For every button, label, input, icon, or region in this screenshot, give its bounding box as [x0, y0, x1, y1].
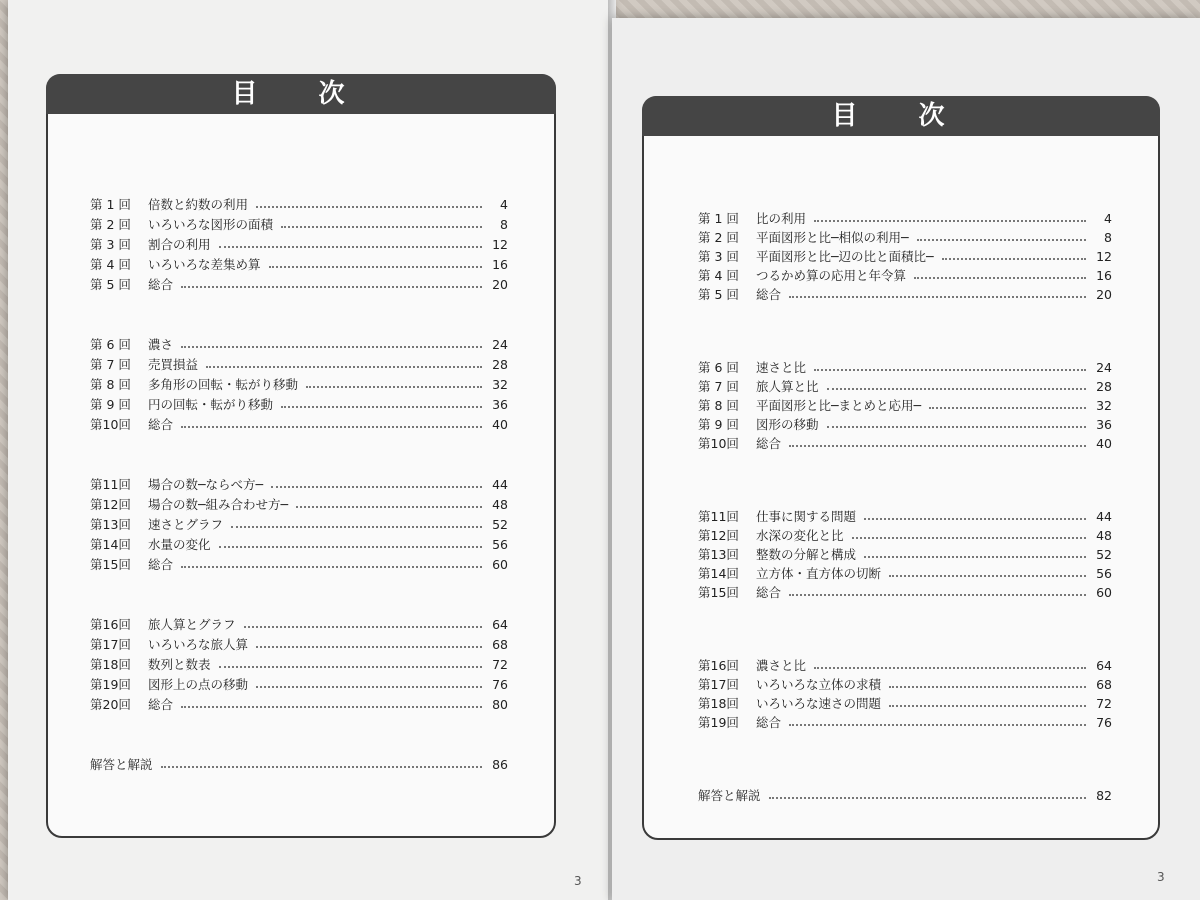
- toc-entry-page: 72: [492, 656, 508, 672]
- toc-entry-number: 第17回: [698, 677, 739, 692]
- toc-entry-title: 濃さと比: [756, 658, 807, 673]
- toc-entry-page: 20: [1096, 286, 1112, 302]
- toc-entry-title: いろいろな差集め算: [148, 257, 261, 272]
- toc-entry-number: 第17回: [90, 637, 131, 652]
- toc-entry-page: 36: [1096, 416, 1112, 432]
- toc-entry-title: 比の利用: [756, 211, 807, 226]
- toc-entry-number: 第 6 回: [90, 337, 131, 352]
- toc-entry-title: 仕事に関する問題: [756, 509, 857, 524]
- toc-entry: [90, 494, 508, 514]
- toc-entry: [698, 395, 1112, 415]
- toc-entry-title: 濃さ: [148, 337, 174, 352]
- toc-entry-number: 第10回: [90, 417, 131, 432]
- toc-entry-number: 第19回: [698, 715, 739, 730]
- right-toc-title: 目 次: [642, 96, 1160, 136]
- toc-entry-leader: [942, 258, 1086, 260]
- toc-entry-leader: [917, 239, 1086, 241]
- toc-entry-leader: [827, 388, 1086, 390]
- toc-entry-title: 速さと比: [756, 360, 807, 375]
- toc-entry-leader: [814, 369, 1086, 371]
- toc-entry-number: 第20回: [90, 697, 131, 712]
- toc-entry-leader: [256, 646, 482, 648]
- toc-entry-page: 68: [492, 636, 508, 652]
- toc-entry-page: 44: [1096, 508, 1112, 524]
- toc-entry: [90, 694, 508, 714]
- left-page-number: 3: [574, 874, 582, 888]
- toc-entry-page: 60: [492, 556, 508, 572]
- toc-entry-title: 総合: [148, 697, 174, 712]
- toc-entry-page: 64: [492, 616, 508, 632]
- toc-entry-page: 4: [1104, 210, 1112, 226]
- toc-entry-page: 76: [492, 676, 508, 692]
- toc-entry-number: 第12回: [90, 497, 131, 512]
- toc-entry: [698, 376, 1112, 396]
- toc-entry: [90, 394, 508, 414]
- toc-entry-page: 68: [1096, 676, 1112, 692]
- toc-entry-leader: [864, 518, 1086, 520]
- toc-entry-number: 第 1 回: [90, 197, 131, 212]
- toc-entry-number: 第 2 回: [698, 230, 739, 245]
- toc-entry-number: 第 4 回: [90, 257, 131, 272]
- toc-entry-page: 72: [1096, 695, 1112, 711]
- toc-entry-number: 第 5 回: [90, 277, 131, 292]
- toc-entry-number: 第 2 回: [90, 217, 131, 232]
- toc-entry-leader: [789, 445, 1086, 447]
- toc-entry-number: 第 3 回: [698, 249, 739, 264]
- toc-entry-number: 第16回: [90, 617, 131, 632]
- toc-entry-number: 第15回: [90, 557, 131, 572]
- toc-entry-title: 図形上の点の移動: [148, 677, 249, 692]
- toc-entry-number: 第18回: [698, 696, 739, 711]
- toc-entry: [698, 506, 1112, 526]
- toc-entry-title: いろいろな立体の求積: [756, 677, 882, 692]
- toc-entry-number: 第 7 回: [698, 379, 739, 394]
- toc-answers-title: 解答と解説: [90, 757, 153, 772]
- toc-entry-title: 数列と数表: [148, 657, 211, 672]
- toc-entry: [90, 534, 508, 554]
- toc-entry-page: 8: [1104, 229, 1112, 245]
- toc-entry-page: 32: [492, 376, 508, 392]
- toc-entry-leader: [281, 226, 482, 228]
- toc-entry-leader: [929, 407, 1086, 409]
- toc-entry-leader: [256, 206, 482, 208]
- toc-entry-page: 8: [500, 216, 508, 232]
- toc-entry-page: 56: [1096, 565, 1112, 581]
- toc-entry-page: 52: [492, 516, 508, 532]
- toc-entry-title: 旅人算とグラフ: [148, 617, 236, 632]
- toc-entry: [698, 414, 1112, 434]
- toc-entry-leader: [256, 686, 482, 688]
- toc-entry-number: 第 4 回: [698, 268, 739, 283]
- toc-entry-leader: [181, 706, 482, 708]
- toc-entry-page: 40: [492, 416, 508, 432]
- toc-answers-page: 82: [1096, 787, 1112, 803]
- toc-entry-leader: [827, 426, 1086, 428]
- toc-entry-page: 4: [500, 196, 508, 212]
- toc-entry-number: 第 3 回: [90, 237, 131, 252]
- toc-entry-leader: [271, 486, 482, 488]
- toc-entry: [90, 374, 508, 394]
- toc-entry-page: 28: [492, 356, 508, 372]
- toc-entry-leader: [889, 686, 1086, 688]
- toc-entry-number: 第 6 回: [698, 360, 739, 375]
- toc-entry-page: 44: [492, 476, 508, 492]
- toc-entry-number: 第11回: [698, 509, 739, 524]
- toc-entry-number: 第 7 回: [90, 357, 131, 372]
- toc-entry-title: 整数の分解と構成: [756, 547, 857, 562]
- toc-entry-title: 総合: [148, 277, 174, 292]
- toc-entry-page: 36: [492, 396, 508, 412]
- toc-entry-leader: [181, 286, 482, 288]
- toc-entry-title: 旅人算と比: [756, 379, 819, 394]
- toc-entry: [698, 693, 1112, 713]
- toc-entry: [90, 634, 508, 654]
- toc-entry-page: 48: [492, 496, 508, 512]
- toc-entry-number: 第19回: [90, 677, 131, 692]
- toc-entry-leader: [219, 246, 482, 248]
- toc-entry-number: 第13回: [698, 547, 739, 562]
- toc-entry: [90, 194, 508, 214]
- toc-answers-page: 86: [492, 756, 508, 772]
- left-toc-box: [46, 74, 556, 838]
- toc-entry-title: 総合: [756, 436, 782, 451]
- toc-entry: [698, 712, 1112, 732]
- toc-entry: [698, 433, 1112, 453]
- right-page: [612, 18, 1200, 900]
- toc-entry-title: 水深の変化と比: [756, 528, 844, 543]
- toc-entry-title: 総合: [756, 715, 782, 730]
- toc-entry-page: 24: [492, 336, 508, 352]
- toc-entry: [90, 254, 508, 274]
- toc-entry-number: 第18回: [90, 657, 131, 672]
- toc-entry-page: 32: [1096, 397, 1112, 413]
- toc-entry-number: 第 1 回: [698, 211, 739, 226]
- toc-entry: [698, 655, 1112, 675]
- toc-entry-number: 第15回: [698, 585, 739, 600]
- toc-entry-number: 第 5 回: [698, 287, 739, 302]
- toc-entry-page: 16: [1096, 267, 1112, 283]
- toc-entry-title: 売買損益: [148, 357, 199, 372]
- toc-entry-title: 立方体・直方体の切断: [756, 566, 882, 581]
- toc-entry-number: 第 8 回: [90, 377, 131, 392]
- toc-entry-leader: [161, 766, 482, 768]
- toc-entry-title: いろいろな旅人算: [148, 637, 249, 652]
- toc-entry-title: 割合の利用: [148, 237, 211, 252]
- toc-entry-page: 64: [1096, 657, 1112, 673]
- toc-entry: [90, 354, 508, 374]
- toc-entry-page: 12: [1096, 248, 1112, 264]
- toc-entry-title: 多角形の回転・転がり移動: [148, 377, 299, 392]
- toc-entry-title: いろいろな速さの問題: [756, 696, 882, 711]
- toc-entry-title: 平面図形と比─辺の比と面積比─: [756, 249, 934, 264]
- toc-entry: [698, 357, 1112, 377]
- toc-entry: [698, 246, 1112, 266]
- toc-entry-number: 第14回: [90, 537, 131, 552]
- toc-entry-leader: [789, 594, 1086, 596]
- toc-entry-page: 16: [492, 256, 508, 272]
- toc-entry-leader: [789, 724, 1086, 726]
- toc-entry-leader: [219, 666, 482, 668]
- toc-entry: [90, 334, 508, 354]
- toc-entry-title: 円の回転・転がり移動: [148, 397, 274, 412]
- toc-entry-page: 12: [492, 236, 508, 252]
- toc-entry-number: 第16回: [698, 658, 739, 673]
- toc-entry-leader: [769, 797, 1086, 799]
- toc-entry-leader: [181, 426, 482, 428]
- left-toc-title: 目 次: [46, 74, 556, 114]
- toc-answers-title: 解答と解説: [698, 788, 761, 803]
- toc-entry-leader: [181, 346, 482, 348]
- toc-entry: [698, 563, 1112, 583]
- toc-entry: [90, 214, 508, 234]
- toc-entry-title: つるかめ算の応用と年令算: [756, 268, 907, 283]
- toc-entry: [698, 208, 1112, 228]
- toc-entry: [698, 544, 1112, 564]
- toc-entry-leader: [306, 386, 482, 388]
- left-page: [8, 0, 612, 900]
- toc-entry: [90, 514, 508, 534]
- toc-entry-title: 総合: [148, 557, 174, 572]
- toc-entry-leader: [231, 526, 482, 528]
- toc-entry-title: 総合: [148, 417, 174, 432]
- toc-entry-leader: [244, 626, 482, 628]
- toc-entry-leader: [269, 266, 482, 268]
- toc-entry-title: 場合の数─ならべ方─: [148, 477, 264, 492]
- toc-entry: [698, 582, 1112, 602]
- toc-entry-leader: [281, 406, 482, 408]
- toc-entry-title: いろいろな図形の面積: [148, 217, 274, 232]
- toc-entry: [90, 654, 508, 674]
- toc-entry-leader: [914, 277, 1086, 279]
- toc-entry-leader: [206, 366, 482, 368]
- toc-entry-title: 総合: [756, 287, 782, 302]
- toc-entry-page: 48: [1096, 527, 1112, 543]
- toc-entry-leader: [181, 566, 482, 568]
- toc-entry: [90, 274, 508, 294]
- toc-entry-number: 第14回: [698, 566, 739, 581]
- toc-entry: [90, 674, 508, 694]
- toc-entry: [90, 414, 508, 434]
- toc-entry: [698, 227, 1112, 247]
- toc-entry-leader: [864, 556, 1086, 558]
- toc-entry-title: 図形の移動: [756, 417, 819, 432]
- toc-answers-entry: [90, 754, 508, 774]
- toc-entry: [90, 554, 508, 574]
- toc-entry: [698, 265, 1112, 285]
- toc-entry-number: 第12回: [698, 528, 739, 543]
- toc-entry: [698, 674, 1112, 694]
- toc-entry-leader: [852, 537, 1086, 539]
- toc-entry: [698, 284, 1112, 304]
- toc-entry-leader: [814, 667, 1086, 669]
- toc-entry-page: 56: [492, 536, 508, 552]
- toc-entry-title: 水量の変化: [148, 537, 211, 552]
- toc-entry-number: 第 9 回: [90, 397, 131, 412]
- toc-entry-page: 60: [1096, 584, 1112, 600]
- toc-entry-title: 平面図形と比─相似の利用─: [756, 230, 909, 245]
- toc-entry-title: 速さとグラフ: [148, 517, 224, 532]
- toc-entry-title: 総合: [756, 585, 782, 600]
- toc-entry: [90, 614, 508, 634]
- toc-entry-leader: [814, 220, 1086, 222]
- toc-entry-number: 第 9 回: [698, 417, 739, 432]
- toc-entry-leader: [296, 506, 482, 508]
- toc-entry-leader: [219, 546, 482, 548]
- toc-entry-page: 80: [492, 696, 508, 712]
- right-toc-box: [642, 96, 1160, 840]
- toc-entry-page: 24: [1096, 359, 1112, 375]
- toc-entry-leader: [889, 575, 1086, 577]
- right-page-number: 3: [1157, 870, 1165, 884]
- toc-entry-title: 場合の数─組み合わせ方─: [148, 497, 289, 512]
- toc-entry-page: 76: [1096, 714, 1112, 730]
- toc-entry-number: 第13回: [90, 517, 131, 532]
- toc-answers-entry: [698, 785, 1112, 805]
- toc-entry-leader: [789, 296, 1086, 298]
- toc-entry-page: 40: [1096, 435, 1112, 451]
- toc-entry-title: 平面図形と比─まとめと応用─: [756, 398, 922, 413]
- toc-entry-page: 52: [1096, 546, 1112, 562]
- toc-entry-number: 第 8 回: [698, 398, 739, 413]
- toc-entry: [90, 474, 508, 494]
- toc-entry-number: 第11回: [90, 477, 131, 492]
- toc-entry-leader: [889, 705, 1086, 707]
- toc-entry: [90, 234, 508, 254]
- toc-entry-page: 28: [1096, 378, 1112, 394]
- toc-entry-number: 第10回: [698, 436, 739, 451]
- toc-entry-page: 20: [492, 276, 508, 292]
- toc-entry: [698, 525, 1112, 545]
- toc-entry-title: 倍数と約数の利用: [148, 197, 249, 212]
